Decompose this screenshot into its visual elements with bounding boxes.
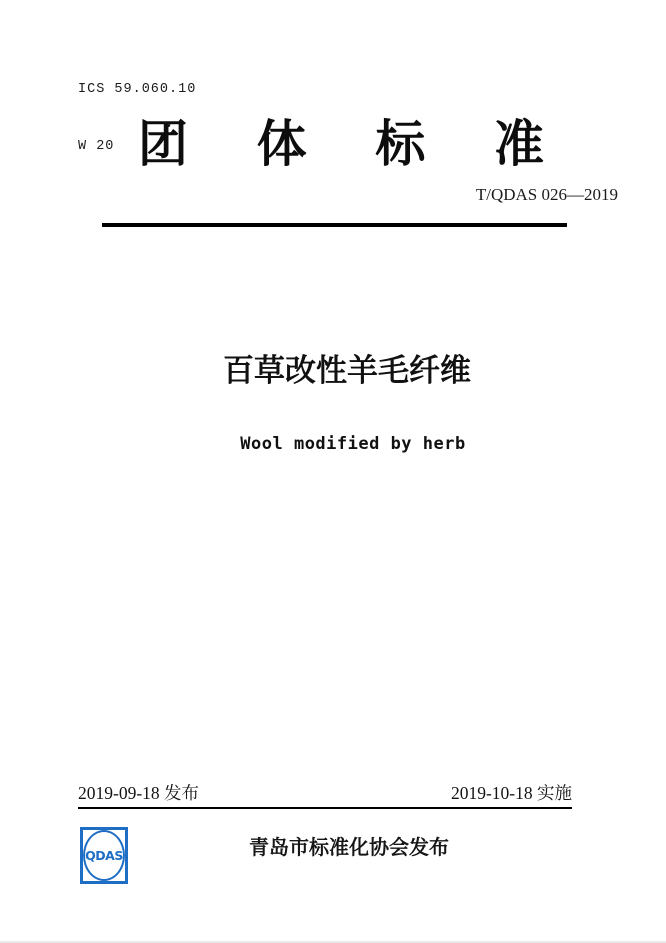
dates-row: [78, 783, 572, 809]
qdas-logo-text: QDAS: [85, 848, 123, 863]
publisher-line: 青岛市标准化协会发布: [249, 835, 449, 859]
ics-number: ICS 59.060.10: [78, 82, 197, 97]
title-english: Wool modified by herb: [240, 434, 466, 454]
doc-type-char: 准: [493, 115, 544, 173]
title-chinese: 百草改性羊毛纤维: [223, 353, 471, 389]
doc-class-code: W 20: [78, 139, 115, 154]
header-rule: [102, 223, 567, 227]
standard-number: T/QDAS 026—2019: [475, 185, 618, 204]
doc-type-title: [138, 115, 544, 173]
implementation-date: 2019-10-18 实施: [450, 783, 572, 803]
doc-type-char: 团: [138, 115, 188, 173]
issue-date: 2019-09-18 发布: [78, 783, 200, 803]
doc-type-char: 标: [375, 115, 426, 173]
doc-type-char: 体: [256, 115, 307, 173]
